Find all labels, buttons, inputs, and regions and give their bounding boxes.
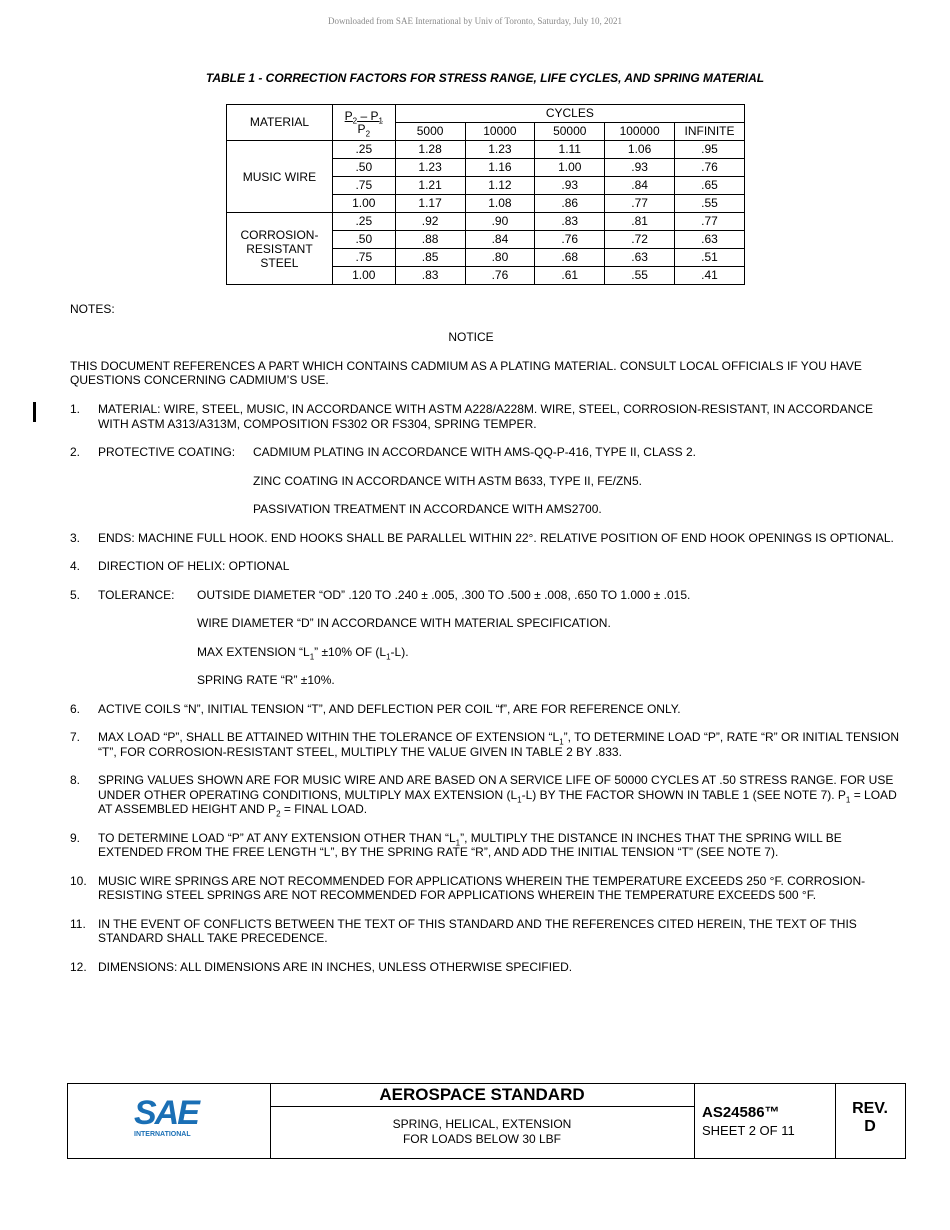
title-cell bbox=[270, 1084, 695, 1158]
factor-cell: .72 bbox=[605, 231, 675, 249]
cycle-col-header: 5000 bbox=[395, 123, 465, 141]
factor-cell: 1.11 bbox=[535, 141, 605, 159]
correction-factors-table bbox=[226, 104, 745, 285]
note-12: 12. DIMENSIONS: ALL DIMENSIONS ARE IN INCHES, UNLESS OTHERWISE SPECIFIED. bbox=[70, 959, 573, 974]
note-5-max-extension: MAX EXTENSION “$L_1$” ±10% OF $(L_1-L)$. bbox=[197, 644, 409, 661]
title-block bbox=[67, 1083, 906, 1159]
factor-cell: .76 bbox=[535, 231, 605, 249]
document-type: AEROSPACE STANDARD bbox=[270, 1084, 694, 1107]
table-title: TABLE 1 - CORRECTION FACTORS FOR STRESS RANGE, LIFE CYCLES, AND SPRING MATERIAL bbox=[205, 71, 765, 85]
cycle-col-header: 10000 bbox=[465, 123, 535, 141]
note-5: 5. TOLERANCE: OUTSIDE DIAMETER “OD” .120 TO .240 ± .005, .300 TO .500 ± .008, .650 TO 1.000 ± .015. bbox=[70, 587, 691, 602]
document-number-cell bbox=[694, 1084, 836, 1158]
factor-cell: 1.28 bbox=[395, 141, 465, 159]
note-5-spring-rate: SPRING RATE “R” ±10%. bbox=[197, 673, 335, 687]
factor-cell: .63 bbox=[675, 231, 745, 249]
factor-cell: .81 bbox=[605, 213, 675, 231]
ratio-cell: .75 bbox=[332, 249, 395, 267]
notes-list bbox=[70, 402, 900, 988]
factor-cell: 1.16 bbox=[465, 159, 535, 177]
factor-cell: 1.12 bbox=[465, 177, 535, 195]
factor-cell: 1.08 bbox=[465, 195, 535, 213]
table-row bbox=[227, 141, 745, 159]
factor-cell: .90 bbox=[465, 213, 535, 231]
factor-cell: .55 bbox=[605, 267, 675, 285]
revision-bar bbox=[33, 402, 36, 422]
note-11: 11. IN THE EVENT OF CONFLICTS BETWEEN THE TEXT OF THIS STANDARD AND THE REFERENCES CITED HEREIN, THE TEXT OF THIS STANDARD SHALL TAKE PRECEDENCE. bbox=[70, 916, 857, 945]
factor-cell: .92 bbox=[395, 213, 465, 231]
ratio-cell: .75 bbox=[332, 177, 395, 195]
factor-cell: .63 bbox=[605, 249, 675, 267]
factor-cell: .95 bbox=[675, 141, 745, 159]
note-4: 4. DIRECTION OF HELIX: OPTIONAL bbox=[70, 559, 290, 573]
note-3: 3. ENDS: MACHINE FULL HOOK. END HOOKS SHALL BE PARALLEL WITHIN 22°. RELATIVE POSITION OF END HOOK OPENINGS IS OPTIONAL. bbox=[70, 530, 894, 545]
revision-cell bbox=[835, 1084, 905, 1158]
table-row bbox=[227, 213, 745, 231]
factor-cell: .76 bbox=[675, 159, 745, 177]
notes-label: NOTES: bbox=[70, 302, 115, 316]
ratio-cell: 1.00 bbox=[332, 267, 395, 285]
revision-label: REV. bbox=[852, 1100, 888, 1117]
factor-cell: 1.17 bbox=[395, 195, 465, 213]
note-9: 9. TO DETERMINE LOAD “P” AT ANY EXTENSION OTHER THAN “$L_1$”, MULTIPLY THE DISTANCE IN INCHES THAT THE SPRING WILL BE EXTENDED FROM THE FREE LENGTH “L”, BY THE SPRING RATE “R”, AND ADD THE INITIAL TENSION “T” (SEE NOTE 7). bbox=[70, 830, 842, 859]
note-2-passivation: PASSIVATION TREATMENT IN ACCORDANCE WITH AMS2700. bbox=[253, 502, 602, 516]
note-6: 6. ACTIVE COILS “N”, INITIAL TENSION “T”, AND DEFLECTION PER COIL “f”, ARE FOR REFERENCE ONLY. bbox=[70, 701, 681, 716]
ratio-cell: .50 bbox=[332, 159, 395, 177]
factor-cell: .83 bbox=[395, 267, 465, 285]
ratio-header: $P_2 - P_1$ $P_2$ bbox=[332, 105, 395, 141]
factor-cell: .85 bbox=[395, 249, 465, 267]
revision-value: D bbox=[864, 1118, 876, 1135]
document-number: AS24586™ bbox=[702, 1104, 780, 1121]
ratio-cell: 1.00 bbox=[332, 195, 395, 213]
note-2: 2. PROTECTIVE COATING: CADMIUM PLATING IN ACCORDANCE WITH AMS-QQ-P-416, TYPE II, CLASS 2. bbox=[70, 445, 696, 459]
factor-cell: 1.23 bbox=[465, 141, 535, 159]
document-title: SPRING, HELICAL, EXTENSION FOR LOADS BELOW 30 LBF bbox=[392, 1117, 572, 1146]
note-10: 10. MUSIC WIRE SPRINGS ARE NOT RECOMMENDED FOR APPLICATIONS WHEREIN THE TEMPERATURE EXCEEDS 250 °F. CORROSION-RESISTING STEEL SPRINGS ARE NOT RECOMMENDED FOR APPLICATIONS WHEREIN THE TEMPERATURE EXCEEDS 500 °F. bbox=[70, 873, 866, 902]
factor-cell: .84 bbox=[605, 177, 675, 195]
sae-logo-subtext: INTERNATIONAL bbox=[134, 1131, 191, 1138]
material-header: MATERIAL bbox=[227, 105, 333, 141]
material-cell: MUSIC WIRE bbox=[227, 141, 333, 213]
note-1: 1. MATERIAL: WIRE, STEEL, MUSIC, IN ACCORDANCE WITH ASTM A228/A228M. WIRE, STEEL, CORROSION-RESISTANT, IN ACCORDANCE WITH ASTM A313/A313M, COMPOSITION FS302 OR FS304, SPRING TEMPER. bbox=[70, 402, 874, 431]
factor-cell: 1.21 bbox=[395, 177, 465, 195]
ratio-cell: .50 bbox=[332, 231, 395, 249]
note-5-wire-diameter: WIRE DIAMETER “D” IN ACCORDANCE WITH MATERIAL SPECIFICATION. bbox=[197, 616, 611, 630]
factor-cell: .55 bbox=[675, 195, 745, 213]
sae-logo bbox=[134, 1094, 206, 1142]
sheet-number: SHEET 2 OF 11 bbox=[702, 1123, 795, 1138]
cycle-col-header: 100000 bbox=[605, 123, 675, 141]
note-7: 7. MAX LOAD “P”, SHALL BE ATTAINED WITHIN THE TOLERANCE OF EXTENSION “$L_1$”, TO DETERMINE LOAD “P”, RATE “R” OR INITIAL TENSION “T”, FOR CORROSION-RESISTANT STEEL, MULTIPLY THE VALUE GIVEN IN TABLE 2 BY .833. bbox=[70, 730, 900, 759]
sae-logo-text: SAE bbox=[134, 1094, 198, 1132]
factor-cell: .93 bbox=[605, 159, 675, 177]
factor-cell: .61 bbox=[535, 267, 605, 285]
note-8: 8. SPRING VALUES SHOWN ARE FOR MUSIC WIRE AND ARE BASED ON A SERVICE LIFE OF 50000 CYCLES AT .50 STRESS RANGE. FOR USE UNDER OTHER OPERATING CONDITIONS, MULTIPLY MAX EXTENSION $(L_1-L)$ BY THE FACTOR SHOWN IN TABLE 1 (SEE NOTE 7). $P_1$ = LOAD AT ASSEMBLED HEIGHT AND $P_2$ = FINAL LOAD. bbox=[70, 773, 897, 819]
factor-cell: .93 bbox=[535, 177, 605, 195]
download-watermark: Downloaded from SAE International by Univ of Toronto, Saturday, July 10, 2021 bbox=[327, 16, 623, 26]
factor-cell: 1.23 bbox=[395, 159, 465, 177]
factor-cell: .86 bbox=[535, 195, 605, 213]
notice-title: NOTICE bbox=[448, 330, 494, 344]
factor-cell: .77 bbox=[675, 213, 745, 231]
note-2-zinc: ZINC COATING IN ACCORDANCE WITH ASTM B633, TYPE II, FE/ZN5. bbox=[253, 473, 642, 488]
factor-cell: .83 bbox=[535, 213, 605, 231]
sae-logo-cell bbox=[68, 1084, 271, 1158]
factor-cell: .68 bbox=[535, 249, 605, 267]
cycle-col-header: INFINITE bbox=[675, 123, 745, 141]
ratio-cell: .25 bbox=[332, 141, 395, 159]
factor-cell: 1.00 bbox=[535, 159, 605, 177]
ratio-cell: .25 bbox=[332, 213, 395, 231]
factor-cell: .65 bbox=[675, 177, 745, 195]
factor-cell: 1.06 bbox=[605, 141, 675, 159]
factor-cell: .80 bbox=[465, 249, 535, 267]
notice-text: THIS DOCUMENT REFERENCES A PART WHICH CONTAINS CADMIUM AS A PLATING MATERIAL. CONSULT LOCAL OFFICIALS IF YOU HAVE QUESTIONS CONCERNING CADMIUM’S USE. bbox=[70, 359, 862, 387]
factor-cell: .51 bbox=[675, 249, 745, 267]
cycle-col-header: 50000 bbox=[535, 123, 605, 141]
factor-cell: .84 bbox=[465, 231, 535, 249]
factor-cell: .77 bbox=[605, 195, 675, 213]
factor-cell: .76 bbox=[465, 267, 535, 285]
factor-cell: .88 bbox=[395, 231, 465, 249]
cycles-header: CYCLES bbox=[395, 105, 744, 123]
factor-cell: .41 bbox=[675, 267, 745, 285]
material-cell: CORROSION- RESISTANT STEEL bbox=[227, 213, 333, 285]
